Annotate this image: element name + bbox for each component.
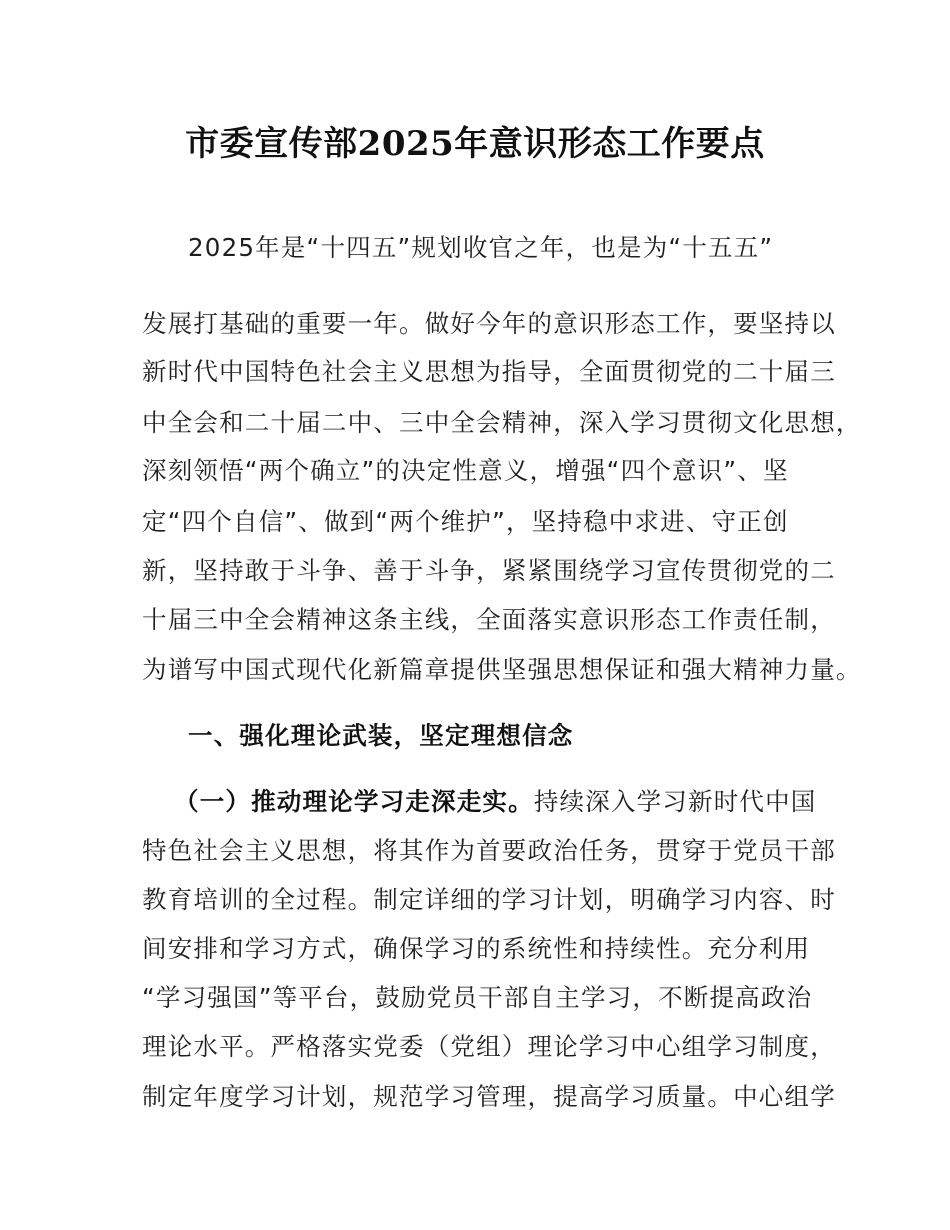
document-title: 市委宣传部2025年意识形态工作要点 — [185, 124, 765, 164]
sub-line-5: 理论水平。严格落实党委（党组）理论学习中心组学习制度， — [142, 1032, 836, 1061]
intro-line-9: 为谱写中国式现代化新篇章提供坚强思想保证和强大精神力量。 — [142, 655, 862, 684]
intro-line-8: 十届三中全会精神这条主线，全面落实意识形态工作责任制， — [142, 605, 836, 634]
intro-line-1: 2025年是“十四五”规划收官之年，也是为“十五五” — [188, 233, 774, 262]
intro-line-6: 定“四个自信”、做到“两个维护”，坚持稳中求进、守正创 — [142, 507, 789, 536]
subsection-heading: （一）推动理论学习走深走实。 — [174, 787, 534, 816]
intro-line-7: 新，坚持敢于斗争、善于斗争，紧紧围绕学习宣传贯彻党的二 — [142, 556, 836, 585]
sub-line-6: 制定年度学习计划，规范学习管理，提高学习质量。中心组学 — [142, 1082, 836, 1111]
intro-line-2: 发展打基础的重要一年。做好今年的意识形态工作，要坚持以 — [142, 309, 836, 338]
intro-line-3: 新时代中国特色社会主义思想为指导，全面贯彻党的二十届三 — [142, 357, 836, 386]
sub-line-3: 间安排和学习方式，确保学习的系统性和持续性。充分利用 — [142, 934, 811, 963]
sub-line-4: “学习强国”等平台，鼓励党员干部自主学习，不断提高政治 — [142, 983, 813, 1012]
subsection-first-line — [174, 787, 817, 817]
section-heading: 一、强化理论武装，坚定理想信念 — [188, 721, 574, 750]
intro-line-5: 深刻领悟“两个确立”的决定性意义，增强“四个意识”、坚 — [142, 456, 789, 485]
subsection-first-text: 持续深入学习新时代中国 — [533, 787, 817, 816]
sub-line-1: 特色社会主义思想，将其作为首要政治任务，贯穿于党员干部 — [142, 836, 836, 865]
sub-line-2: 教育培训的全过程。制定详细的学习计划，明确学习内容、时 — [142, 885, 836, 914]
intro-line-4: 中全会和二十届二中、三中全会精神，深入学习贯彻文化思想， — [142, 408, 862, 437]
